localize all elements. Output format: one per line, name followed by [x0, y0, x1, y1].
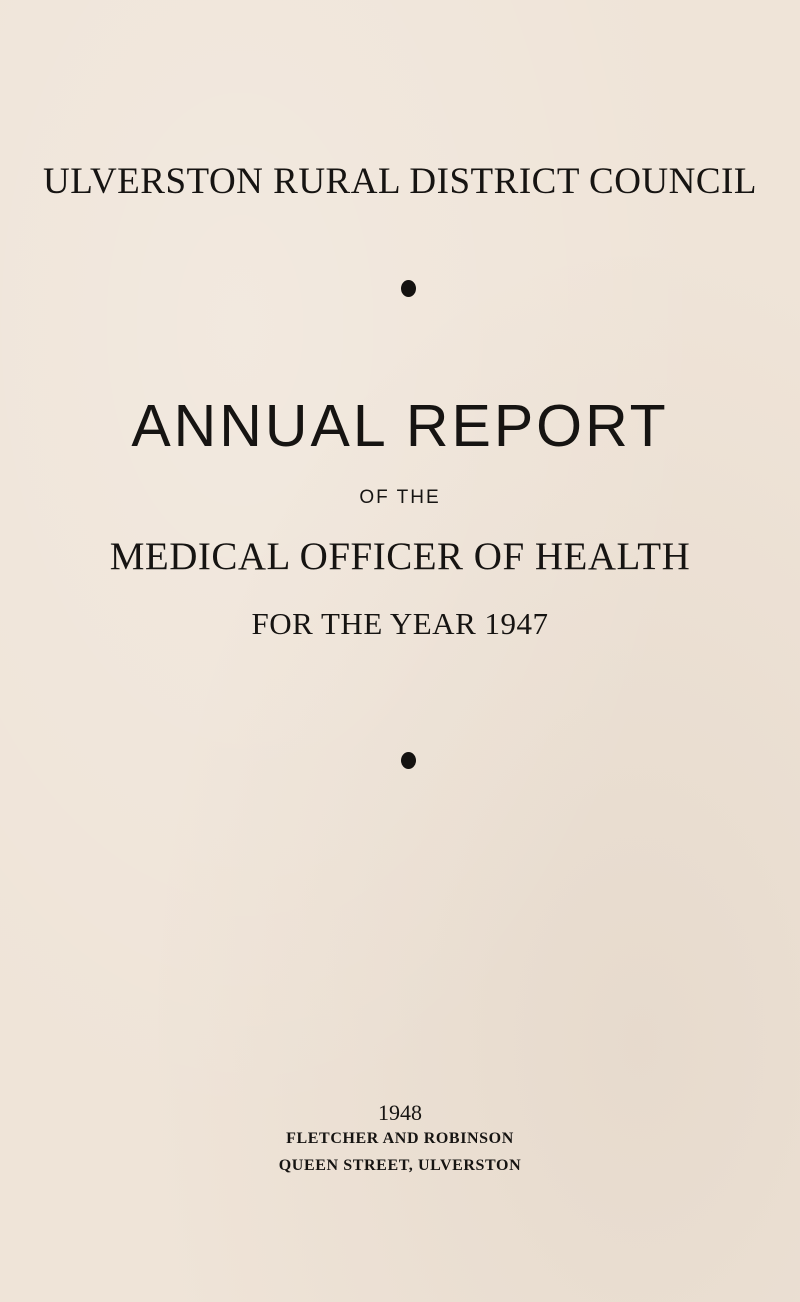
report-year: FOR THE YEAR 1947 — [251, 606, 549, 641]
council-heading: ULVERSTON RURAL DISTRICT COUNCIL — [43, 161, 757, 202]
publisher-address: QUEEN STREET, ULVERSTON — [278, 1157, 522, 1174]
bullet-dot-icon — [401, 752, 416, 769]
publisher-name: FLETCHER AND ROBINSON — [286, 1130, 514, 1147]
publication-year: 1948 — [378, 1100, 422, 1125]
report-title: ANNUAL REPORT — [131, 393, 669, 459]
report-subtitle: MEDICAL OFFICER OF HEALTH — [109, 535, 691, 578]
of-the-text: OF THE — [359, 487, 441, 508]
bullet-dot-icon — [401, 280, 416, 297]
